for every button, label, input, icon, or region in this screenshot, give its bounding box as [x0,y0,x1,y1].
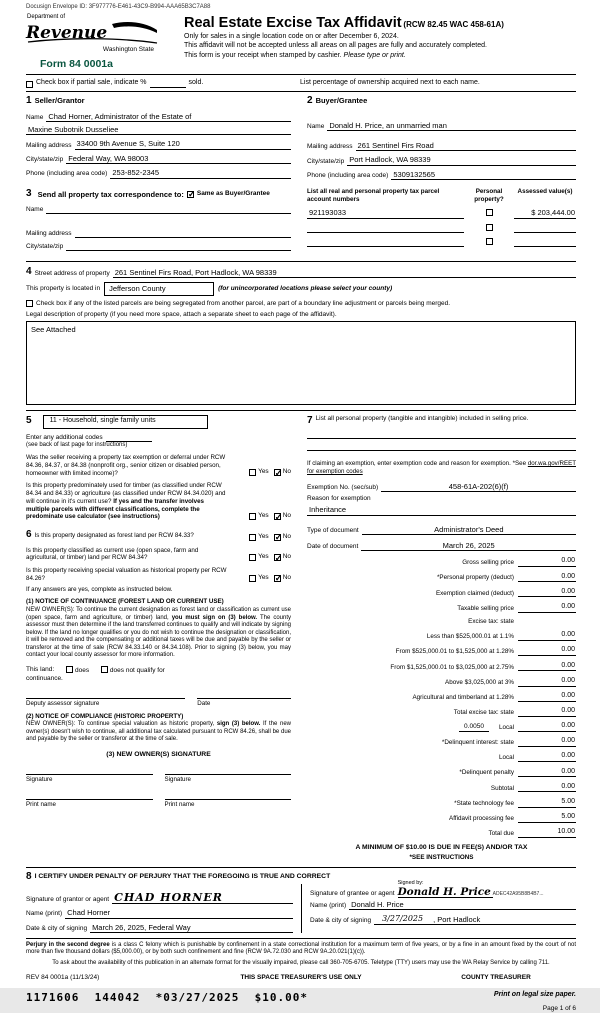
grantee-signature-handwriting: Donald H. Price [398,886,491,898]
money-label: Gross selling price [462,559,514,567]
s6-question-3 [26,567,291,583]
money-label: Local [499,754,514,762]
grantor-name-print-label: Name (print) [26,910,65,918]
money-value-input[interactable]: 0.00 [518,722,576,732]
county-note: (for unincorporated locations please select your county) [218,285,392,293]
new-owner-print-name-line-2[interactable]: Print name [165,799,292,809]
buyer-city-input[interactable]: Port Hadlock, WA 98339 [347,155,576,165]
same-as-buyer-checkbox[interactable] [187,191,194,198]
section-1-seller [26,92,301,185]
money-row-local [307,722,576,732]
cashier-stamp: 1171606 144042 *03/27/2025 $10.00* [26,991,308,1005]
footer-bottom-row [26,991,576,1013]
logo-wordmark: Revenue [25,23,107,43]
money-label: Exemption claimed (deduct) [436,590,514,598]
parcel-row [307,238,576,247]
grantee-signature-label: Signature of grantee or agent [310,878,398,898]
street-address-label: Street address of property [35,270,113,278]
money-row-tier-3 [307,662,576,672]
date-of-document-label: Date of document [307,543,361,551]
no-label: No [283,553,291,561]
revenue-logo [26,14,178,72]
does-not-label: does not qualify for [110,667,165,674]
money-label: Above $3,025,000 at 3% [445,679,514,687]
money-label: From $1,525,000.01 to $3,025,000 at 2.75% [390,664,514,672]
money-row-tier-1 [307,631,576,641]
money-value-input[interactable]: 5.00 [518,798,576,808]
seller-mailing-input[interactable]: 33400 9th Avenue S, Suite 120 [75,139,291,149]
money-label: Affidavit processing fee [449,815,514,823]
same-as-buyer-label: Same as Buyer/Grantee [197,190,270,198]
grantee-city-input[interactable]: , Port Hadlock [431,915,576,925]
assessed-value-col-header: Assessed value(s) [514,188,576,203]
see-instructions-note: *SEE INSTRUCTIONS [307,854,576,862]
certify-statement: I CERTIFY UNDER PENALTY OF PERJURY THAT THE FOREGOING IS TRUE AND CORRECT [35,871,331,881]
revenue-logo-graphic [26,21,158,46]
money-row-total-due [307,828,576,838]
corr-mailing-input[interactable] [75,229,291,238]
money-value-input[interactable]: 0.00 [518,752,576,762]
money-value-input[interactable]: 10.00 [518,828,576,838]
s6-q1-text: 6 Is this property designated as forest land per RCW 84.33? [26,529,233,542]
money-row-processing-fee [307,813,576,823]
s5-q2-yes-checkbox[interactable] [249,513,256,520]
money-label: Agricultural and timberland at 1.28% [412,694,514,702]
partial-sale-row [26,75,576,92]
corr-mailing-label: Mailing address [26,230,75,238]
s5-question-1 [26,454,291,477]
section-6-number: 6 [26,529,32,540]
does-label: does [75,667,89,674]
assessed-value-input[interactable] [514,224,576,233]
grantee-signature-block [301,884,576,933]
grantor-date-city-input[interactable]: March 26, 2025, Federal Way [90,923,293,933]
section-2-buyer [301,92,576,185]
parcel-row [307,224,576,233]
parcel-table [301,185,576,256]
yes-label: Yes [258,468,269,476]
ownership-percentage-note: List percentage of ownership acquired next to each name. [300,79,576,88]
personal-property-checkbox[interactable] [486,238,493,245]
logo-state-text: Washington State [26,46,154,54]
type-of-document-label: Type of document [307,527,362,535]
section-5-use-code [26,415,291,429]
yes-label: Yes [258,553,269,561]
instruction-line-1: Only for sales in a single location code on or after December 6, 2024. [184,33,576,42]
form-header [26,14,576,76]
form-number: Form 84 0001a [40,58,178,71]
instruction-line-2: This affidavit will not be accepted unless all areas on all pages are fully and accurately completed. [184,42,576,51]
partial-sale-percent-input[interactable] [150,80,186,88]
new-owner-print-name-line-1[interactable]: Print name [26,799,153,809]
deputy-date-line[interactable]: Date [197,698,291,708]
seller-phone-label: Phone (including area code) [26,170,110,178]
land-does-not-checkbox[interactable] [101,666,108,673]
money-value-input[interactable]: 0.00 [518,707,576,717]
partial-sale-suffix: sold. [189,79,204,88]
money-value-input[interactable]: 0.00 [518,737,576,747]
money-value-input[interactable]: 0.00 [518,646,576,656]
form-instructions [184,33,576,61]
no-label: No [283,512,291,520]
additional-codes-input[interactable] [106,434,152,442]
deputy-assessor-signature-line[interactable]: Deputy assessor signature [26,698,185,708]
s6-question-1 [26,529,291,542]
rev-number: REV 84 0001a (11/13/24) [26,974,186,982]
notice-2-body: NEW OWNER(S): To continue special valuation as historic property, sign (3) below. If the new owner(s) doesn't wish to continue, all additional tax calculated pursuant to RCW 84.26, shall be due and payable by the seller or transferor at the time of sale. [26,721,291,744]
additional-codes-note: (see back of last page for instructions) [26,442,291,450]
seller-name-input[interactable]: Chad Horner, Administrator of the Estate of [46,112,291,122]
grantee-date-input[interactable]: 3/27/2025 [374,914,431,925]
new-owner-signature-line-2[interactable]: Signature [165,774,292,784]
grantee-date-city-label: Date & city of signing [310,917,374,925]
section-7-tax [301,411,576,868]
grantor-signature-block [26,884,301,933]
s6-question-2 [26,547,291,563]
money-value-input[interactable]: 0.00 [518,603,576,613]
parcel-row [307,208,576,218]
notice-1-body: NEW OWNER(S): To continue the current designation as forest land or classification as current use (open space, farm and agriculture, or timber) land, you must sign on (3) below. The county assessor must then determine if the land transferred continues to qualify and will indicate by signing below. If the land no longer qualifies or you do not wish to continue the designation or classification, it will be removed and the compensating or additional taxes will be due and payable by the seller or transferor at the time of sale (RCW 84.33.140 or 84.34.108). Prior to signing (3) below, you may contact your local county assessor for more information. [26,607,291,660]
seller-city-input[interactable]: Federal Way, WA 98003 [66,154,291,164]
money-row-personal-property [307,573,576,583]
s5-q2-no-checkbox[interactable] [274,513,281,520]
corr-name-label: Name [26,206,46,214]
yes-label: Yes [258,533,269,541]
buyer-phone-label: Phone (including area code) [307,172,391,180]
s6-q1-no-checkbox[interactable] [274,534,281,541]
personal-property-checkbox[interactable] [486,209,493,216]
alternate-format-notice: To ask about the availability of this publication in an alternate format for the visually impaired, please call 360-705-6705. Teletype (TTY) users may use the WA Relay Service by calling 711. [26,960,576,968]
correspondence-and-parcels [26,185,576,262]
money-row-delinquent-interest-state [307,737,576,747]
logo-dept-text: Department of [27,14,178,22]
partial-sale-label: Check box if partial sale, indicate % [36,79,147,88]
money-row-technology-fee [307,798,576,808]
money-row-exemption-claimed [307,588,576,598]
no-label: No [283,468,291,476]
money-label: Local [499,724,514,732]
seller-phone-input[interactable]: 253-852-2345 [110,168,291,178]
page-title-rcw: (RCW 82.45 WAC 458-61A) [403,20,503,29]
exemption-note: If claiming an exemption, enter exemption code and reason for exemption. *See dor.wa.gov/REET for exemption codes [307,460,576,476]
partial-sale-checkbox[interactable] [26,81,33,88]
grantor-signature-label: Signature of grantor or agent [26,896,112,904]
section-2-number: 2 [307,95,313,106]
grantee-name-print-input[interactable]: Donald H. Price [349,900,576,910]
section-5-number: 5 [26,415,32,428]
money-row-subtotal [307,783,576,793]
money-label: Total due [488,830,514,838]
money-label: *State technology fee [454,800,514,808]
section-3-title: Send all property tax correspondence to: [38,190,184,199]
excise-tax-table [307,557,576,838]
assessed-value-input[interactable] [514,238,576,247]
date-of-document-input[interactable]: March 26, 2025 [361,541,576,551]
money-row-taxable [307,603,576,613]
legal-description-label: Legal description of property (if you need more space, attach a separate sheet to each page of the affidavit). [26,311,576,319]
county-select[interactable]: Jefferson County [104,282,214,295]
s6-q2-text: Is this property classified as current use (open space, farm and agricultural, or timber) land per RCW 84.34? [26,547,233,563]
docusign-signature-id: ADEC42A95B8B4B7... [493,891,544,897]
money-label: *Personal property (deduct) [437,574,514,582]
money-value-input[interactable]: 0.00 [518,573,576,583]
page-title: Real Estate Excise Tax Affidavit [184,15,402,31]
money-value-input[interactable]: 0.00 [518,677,576,687]
new-owner-signature-title: (3) NEW OWNER(S) SIGNATURE [26,751,291,759]
personal-property-input-line-2[interactable] [307,439,576,451]
money-row-delinquent-penalty [307,768,576,778]
county-treasurer-label: COUNTY TREASURER [416,974,576,982]
personal-property-col-header: Personal property? [464,188,514,203]
land-label: This land: [26,666,54,675]
located-in-label: This property is located in [26,285,100,293]
exemption-no-label: Exemption No. (sec/sub) [307,484,381,492]
seller-buyer-sections [26,92,576,185]
corr-city-input[interactable] [66,242,291,251]
new-owner-signature-line-1[interactable]: Signature [26,774,153,784]
buyer-name-label: Name [307,123,327,131]
money-value-input[interactable]: 0.00 [518,692,576,702]
money-label: *Delinquent interest: state [442,739,514,747]
legal-description-input[interactable]: See Attached [26,321,576,405]
money-row-gross [307,557,576,567]
money-value-input[interactable]: 5.00 [518,813,576,823]
s5-q1-no-checkbox[interactable] [274,469,281,476]
personal-property-list-label: List all personal property (tangible and intangible) included in selling price. [316,415,529,428]
section-3-correspondence [26,185,301,256]
type-of-document-input[interactable]: Administrator's Deed [362,525,576,535]
money-label: Total excise tax: state [454,709,514,717]
money-label: From $525,000.01 to $1,525,000 at 1.28% [396,648,514,656]
s5-q1-text: Was the seller receiving a property tax exemption or deferral under RCW 84.36, 84.37, or 84.38 (nonprofit org., senior citizen or disabled person, homeowner with limited income)? [26,454,233,477]
grantor-name-print-input[interactable]: Chad Horner [65,908,293,918]
docusign-envelope-id: Docusign Envelope ID: 3F977776-E461-43C9-B994-AAA65B3C7A88 [26,3,576,14]
reason-for-exemption-label: Reason for exemption [307,495,576,503]
land-qualify-row [26,666,291,675]
section-1-number: 1 [26,95,32,106]
parcel-col-header: List all real and personal property tax parcel account numbers [307,188,464,203]
s5-question-2 [26,482,291,521]
docusign-signed-by-label: Signed by: [398,880,576,887]
money-value-input[interactable]: 0.00 [518,662,576,672]
money-value-input[interactable]: 0.00 [518,783,576,793]
seller-mailing-label: Mailing address [26,142,75,150]
seller-city-label: City/state/zip [26,156,66,164]
yes-label: Yes [258,574,269,582]
continuance-label: continuance. [26,675,291,683]
parcel-number-input[interactable] [307,224,464,233]
left-column [26,411,301,868]
money-row-excise-header [307,618,576,626]
additional-codes-label: Enter any additional codes [26,434,103,442]
money-row-total-state [307,707,576,717]
section-3-number: 3 [26,188,32,201]
s5-q2-text: Is this property predominately used for timber (as classified under RCW 84.34 and 84.33) or agriculture (as classified under RCW 84.34.020) and will continue in it's current use? If yes and the transfer involves multiple parcels with different classifications, complete the predominate use calculator (see instructions) [26,482,233,521]
buyer-phone-input[interactable]: 5309132565 [391,170,576,180]
footer-reference-row [26,974,576,982]
minimum-due-note: A MINIMUM OF $10.00 IS DUE IN FEE(S) AND/OR TAX [307,844,576,852]
buyer-mailing-label: Mailing address [307,143,356,151]
seller-name-input-line2[interactable]: Maxine Subotnik Dusseliee [26,125,291,135]
corr-city-label: City/state/zip [26,243,66,251]
money-label: Taxable selling price [457,605,514,613]
money-row-agricultural [307,692,576,702]
perjury-notice: Perjury in the second degree is a class C felony which is punishable by confinement in a state correctional institution for a maximum term of five years, or by a fine in an amount fixed by the court of not more than five thousand dollars ($5,000.00), or by both such confinement and fine (RCW 9A.72.030 and RCW 9A.20.021(1)(c)). [26,942,576,957]
seller-name-label: Name [26,114,46,122]
section-4-property [26,262,576,411]
section-4-number: 4 [26,266,32,279]
money-row-delinquent-interest-local [307,752,576,762]
yes-label: Yes [258,512,269,520]
use-code-select[interactable]: 11 - Household, single family units [43,415,208,429]
notice-1-title: (1) NOTICE OF CONTINUANCE (FOREST LAND OR CURRENT USE) [26,598,291,606]
money-label: Excise tax: state [468,618,514,626]
s6-q3-yes-checkbox[interactable] [249,575,256,582]
local-rate-input[interactable]: 0.0050 [459,723,489,732]
money-value-input[interactable]: 0.00 [518,768,576,778]
buyer-city-label: City/state/zip [307,158,347,166]
no-label: No [283,574,291,582]
page-number: Page 1 of 6 [494,1005,576,1013]
notice-2-title: (2) NOTICE OF COMPLIANCE (HISTORIC PROPERTY) [26,713,291,721]
street-address-input[interactable]: 261 Sentinel Firs Road, Port Hadlock, WA 98339 [113,268,576,278]
segregated-checkbox[interactable] [26,300,33,307]
section-2-title: Buyer/Grantee [316,96,368,105]
corr-name-input[interactable] [46,205,291,214]
assessed-value-input[interactable]: $ 203,444.00 [514,208,576,218]
exemption-no-input[interactable]: 458-61A-202(6)(f) [381,482,576,492]
land-does-checkbox[interactable] [66,666,73,673]
personal-property-input-line-1[interactable] [307,427,576,439]
money-value-input[interactable]: 0.00 [518,557,576,567]
instruction-line-3: This form is your receipt when stamped by cashier. Please type or print. [184,52,576,61]
s6-q1-yes-checkbox[interactable] [249,534,256,541]
no-label: No [283,533,291,541]
money-row-tier-4 [307,677,576,687]
money-row-tier-2 [307,646,576,656]
money-value-input[interactable]: 0.00 [518,631,576,641]
section-1-title: Seller/Grantor [35,96,85,105]
section-8-certification [26,868,576,939]
money-value-input[interactable]: 0.00 [518,588,576,598]
s6-q2-yes-checkbox[interactable] [249,554,256,561]
parcel-number-input[interactable] [307,238,464,247]
money-label: Less than $525,000.01 at 1.1% [427,633,514,641]
s5-q1-yes-checkbox[interactable] [249,469,256,476]
grantor-signature-input[interactable] [112,892,293,904]
treasurer-space-label: THIS SPACE TREASURER'S USE ONLY [186,974,416,982]
s6-q2-no-checkbox[interactable] [274,554,281,561]
reason-for-exemption-input[interactable]: Inheritance [307,505,576,515]
money-label: Subtotal [491,785,514,793]
section-8-number: 8 [26,871,32,884]
classification-and-tax [26,411,576,869]
personal-property-checkbox[interactable] [486,224,493,231]
section-7-number: 7 [307,415,313,428]
grantor-date-city-label: Date & city of signing [26,925,90,933]
grantee-signature-input[interactable] [398,880,576,898]
parcel-number-input[interactable]: 921193033 [307,208,464,218]
money-label: *Delinquent penalty [459,769,514,777]
buyer-mailing-input[interactable]: 261 Sentinel Firs Road [356,141,576,151]
buyer-name-input[interactable]: Donald H. Price, an unmarried man [327,121,576,131]
s6-note: If any answers are yes, complete as instructed below. [26,586,291,594]
s6-q3-text: Is this property receiving special valuation as historical property per RCW 84.26? [26,567,233,583]
grantor-signature-handwriting: CHAD HORNER [114,891,223,904]
grantee-name-print-label: Name (print) [310,902,349,910]
s6-q3-no-checkbox[interactable] [274,575,281,582]
legal-size-note: Print on legal size paper. [494,991,576,1000]
segregated-label: Check box if any of the listed parcels are being segregated from another parcel, are part of a boundary line adjustment or parcels being merged. [36,300,450,308]
